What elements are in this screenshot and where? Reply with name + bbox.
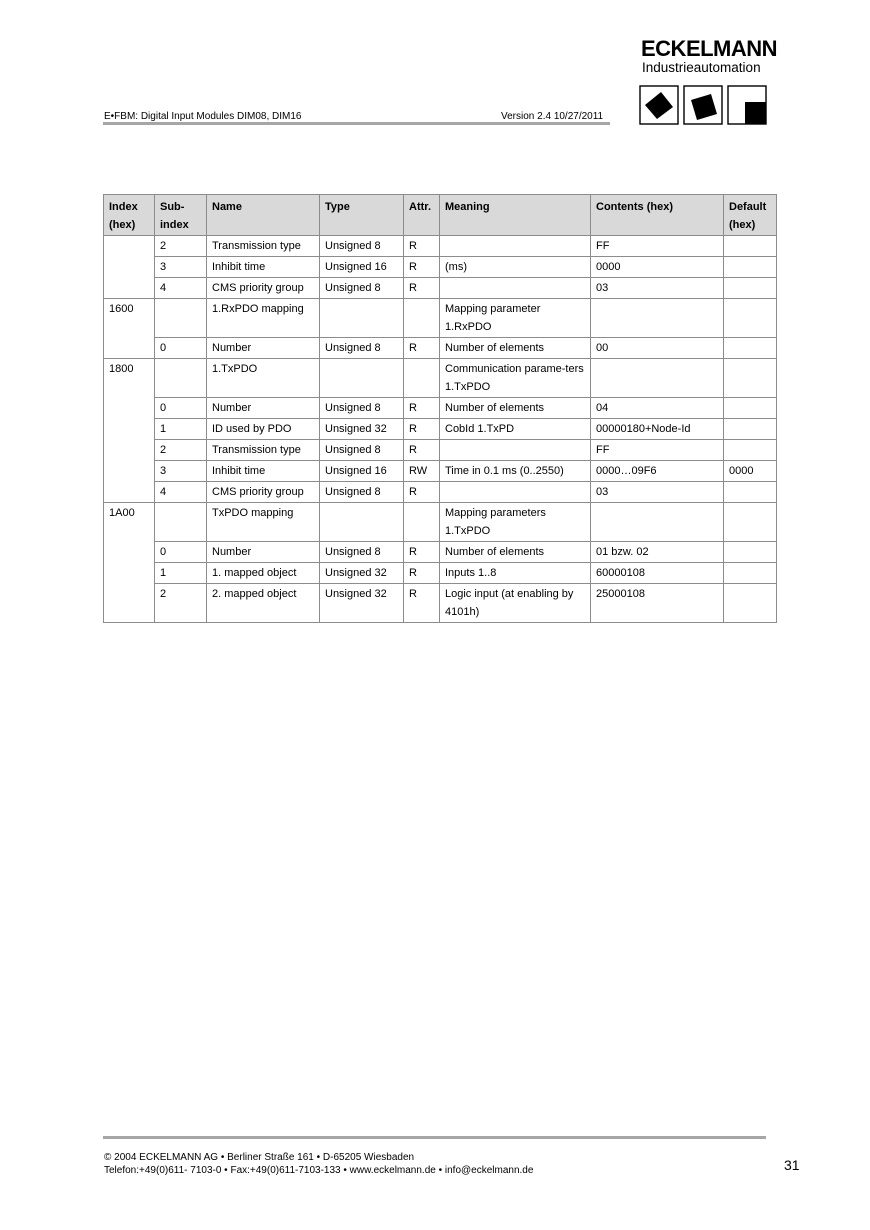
column-header: Name: [207, 195, 320, 236]
cell-contents: [591, 299, 724, 338]
cell-contents: 0000: [591, 257, 724, 278]
cell-attr: [404, 299, 440, 338]
cell-index: [104, 278, 155, 299]
column-header: Index (hex): [104, 195, 155, 236]
cell-name: ID used by PDO: [207, 419, 320, 440]
cell-default: [724, 236, 777, 257]
cell-sub: [155, 299, 207, 338]
column-header: Attr.: [404, 195, 440, 236]
cell-sub: 3: [155, 461, 207, 482]
cell-name: Number: [207, 398, 320, 419]
cell-type: [320, 359, 404, 398]
cell-attr: R: [404, 398, 440, 419]
cell-contents: 01 bzw. 02: [591, 542, 724, 563]
cell-default: [724, 563, 777, 584]
cell-attr: R: [404, 563, 440, 584]
cell-attr: RW: [404, 461, 440, 482]
header-divider: [103, 122, 610, 125]
cell-meaning: Logic input (at enabling by 4101h): [440, 584, 591, 623]
table-row: [104, 236, 777, 257]
column-header: Default (hex): [724, 195, 777, 236]
cell-contents: 04: [591, 398, 724, 419]
company-logo-icon: [639, 85, 767, 125]
cell-contents: 00: [591, 338, 724, 359]
cell-sub: 3: [155, 257, 207, 278]
cell-name: CMS priority group: [207, 482, 320, 503]
cell-sub: 0: [155, 338, 207, 359]
document-version: Version 2.4 10/27/2011: [501, 111, 604, 122]
table-row: [104, 278, 777, 299]
cell-type: [320, 299, 404, 338]
cell-default: [724, 359, 777, 398]
company-logo-name: ECKELMANN: [641, 36, 778, 61]
cell-contents: 00000180+Node-Id: [591, 419, 724, 440]
table-row: [104, 338, 777, 359]
cell-name: 1. mapped object: [207, 563, 320, 584]
cell-default: [724, 419, 777, 440]
cell-attr: [404, 359, 440, 398]
cell-index: 1A00: [104, 503, 155, 542]
cell-sub: 4: [155, 278, 207, 299]
cell-index: 1600: [104, 299, 155, 338]
cell-meaning: Number of elements: [440, 398, 591, 419]
cell-default: [724, 542, 777, 563]
footer-divider: [103, 1136, 766, 1139]
cell-type: Unsigned 8: [320, 278, 404, 299]
company-logo-subtitle: Industrieautomation: [642, 60, 761, 75]
page-number: 31: [784, 1157, 800, 1173]
cell-index: [104, 419, 155, 440]
footer-contact: Telefon:+49(0)611- 7103-0 • Fax:+49(0)611-7103-133 • www.eckelmann.de • info@eckelmann.de: [104, 1165, 534, 1176]
cell-default: [724, 503, 777, 542]
cell-meaning: Mapping parameter 1.RxPDO: [440, 299, 591, 338]
cell-meaning: Number of elements: [440, 542, 591, 563]
table-row: [104, 398, 777, 419]
cell-contents: 03: [591, 278, 724, 299]
cell-meaning: Communication parame-ters 1.TxPDO: [440, 359, 591, 398]
cell-contents: 03: [591, 482, 724, 503]
cell-name: 1.TxPDO: [207, 359, 320, 398]
column-header: Type: [320, 195, 404, 236]
cell-name: Transmission type: [207, 236, 320, 257]
cell-sub: 1: [155, 563, 207, 584]
cell-meaning: [440, 440, 591, 461]
cell-sub: 0: [155, 542, 207, 563]
cell-index: [104, 440, 155, 461]
table-row: [104, 563, 777, 584]
object-dictionary-table: [103, 194, 777, 623]
cell-attr: [404, 503, 440, 542]
column-header: Contents (hex): [591, 195, 724, 236]
cell-attr: R: [404, 419, 440, 440]
cell-sub: 0: [155, 398, 207, 419]
cell-attr: R: [404, 257, 440, 278]
cell-default: [724, 482, 777, 503]
cell-type: Unsigned 8: [320, 542, 404, 563]
cell-default: [724, 440, 777, 461]
cell-contents: 0000…09F6: [591, 461, 724, 482]
cell-meaning: Mapping parameters 1.TxPDO: [440, 503, 591, 542]
cell-meaning: [440, 482, 591, 503]
cell-sub: [155, 359, 207, 398]
cell-attr: R: [404, 338, 440, 359]
cell-name: Inhibit time: [207, 257, 320, 278]
cell-default: [724, 257, 777, 278]
table-row: [104, 584, 777, 623]
cell-default: 0000: [724, 461, 777, 482]
cell-meaning: Number of elements: [440, 338, 591, 359]
table-row: [104, 299, 777, 338]
cell-sub: 2: [155, 236, 207, 257]
cell-meaning: Inputs 1..8: [440, 563, 591, 584]
cell-contents: FF: [591, 440, 724, 461]
cell-name: Number: [207, 542, 320, 563]
cell-type: Unsigned 16: [320, 257, 404, 278]
cell-contents: FF: [591, 236, 724, 257]
cell-type: Unsigned 32: [320, 584, 404, 623]
cell-contents: 60000108: [591, 563, 724, 584]
cell-type: Unsigned 8: [320, 482, 404, 503]
cell-index: [104, 461, 155, 482]
cell-index: [104, 584, 155, 623]
cell-name: Transmission type: [207, 440, 320, 461]
cell-contents: [591, 503, 724, 542]
cell-type: Unsigned 8: [320, 236, 404, 257]
footer-address: © 2004 ECKELMANN AG • Berliner Straße 161 • D-65205 Wiesbaden: [104, 1152, 415, 1163]
cell-name: TxPDO mapping: [207, 503, 320, 542]
cell-name: 2. mapped object: [207, 584, 320, 623]
cell-index: [104, 482, 155, 503]
column-header: Sub- index: [155, 195, 207, 236]
cell-sub: 2: [155, 584, 207, 623]
cell-default: [724, 338, 777, 359]
cell-meaning: Time in 0.1 ms (0..2550): [440, 461, 591, 482]
cell-type: Unsigned 32: [320, 563, 404, 584]
table-row: [104, 419, 777, 440]
cell-index: [104, 542, 155, 563]
cell-contents: [591, 359, 724, 398]
cell-sub: [155, 503, 207, 542]
cell-type: Unsigned 32: [320, 419, 404, 440]
cell-sub: 2: [155, 440, 207, 461]
cell-attr: R: [404, 542, 440, 563]
cell-type: Unsigned 8: [320, 398, 404, 419]
cell-type: Unsigned 16: [320, 461, 404, 482]
table-row: [104, 482, 777, 503]
cell-index: [104, 563, 155, 584]
cell-default: [724, 278, 777, 299]
table-row: [104, 257, 777, 278]
cell-default: [724, 584, 777, 623]
cell-meaning: [440, 236, 591, 257]
cell-index: 1800: [104, 359, 155, 398]
cell-meaning: (ms): [440, 257, 591, 278]
cell-default: [724, 398, 777, 419]
cell-index: [104, 236, 155, 257]
cell-type: [320, 503, 404, 542]
cell-attr: R: [404, 278, 440, 299]
cell-name: CMS priority group: [207, 278, 320, 299]
cell-attr: R: [404, 236, 440, 257]
column-header: Meaning: [440, 195, 591, 236]
cell-sub: 1: [155, 419, 207, 440]
table-row: [104, 542, 777, 563]
cell-name: Number: [207, 338, 320, 359]
cell-attr: R: [404, 482, 440, 503]
cell-index: [104, 338, 155, 359]
cell-type: Unsigned 8: [320, 338, 404, 359]
table-row: [104, 461, 777, 482]
cell-type: Unsigned 8: [320, 440, 404, 461]
cell-meaning: [440, 278, 591, 299]
table-row: [104, 503, 777, 542]
table-header-row: [104, 195, 777, 236]
cell-contents: 25000108: [591, 584, 724, 623]
cell-sub: 4: [155, 482, 207, 503]
cell-index: [104, 398, 155, 419]
cell-attr: R: [404, 584, 440, 623]
cell-meaning: CobId 1.TxPD: [440, 419, 591, 440]
cell-default: [724, 299, 777, 338]
cell-index: [104, 257, 155, 278]
table-row: [104, 440, 777, 461]
table-row: [104, 359, 777, 398]
cell-attr: R: [404, 440, 440, 461]
cell-name: 1.RxPDO mapping: [207, 299, 320, 338]
document-title: E•FBM: Digital Input Modules DIM08, DIM16: [104, 111, 302, 122]
cell-name: Inhibit time: [207, 461, 320, 482]
